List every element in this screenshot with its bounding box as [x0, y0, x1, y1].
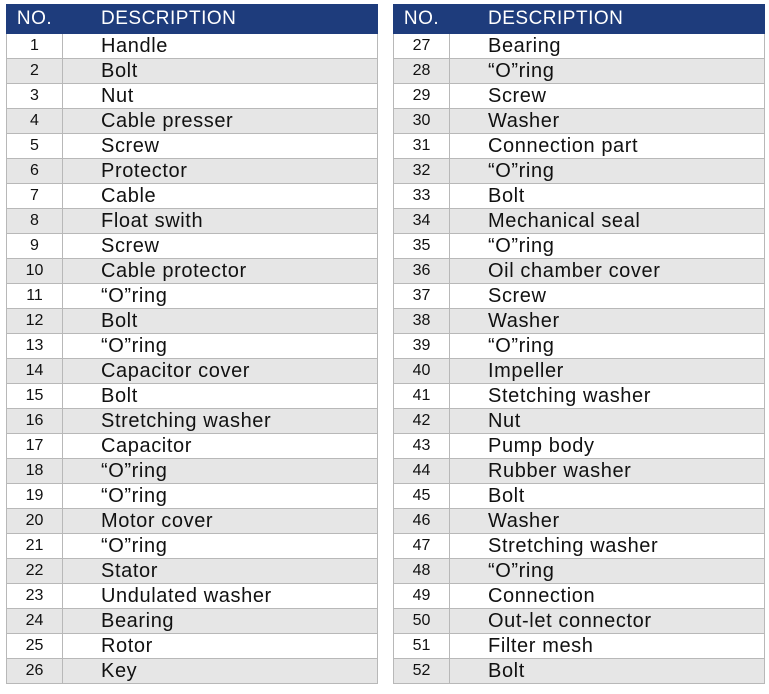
- part-number-cell: 21: [7, 534, 63, 559]
- table-row: [7, 309, 378, 334]
- part-description-cell: Key: [63, 659, 378, 684]
- part-description-cell: Washer: [450, 109, 765, 134]
- part-number-cell: 23: [7, 584, 63, 609]
- part-number-cell: 5: [7, 134, 63, 159]
- table-row: [7, 359, 378, 384]
- part-description-cell: “O”ring: [450, 234, 765, 259]
- part-description-cell: Bolt: [450, 484, 765, 509]
- table-row: [7, 334, 378, 359]
- table-row: [7, 534, 378, 559]
- table-row: [7, 259, 378, 284]
- part-number-cell: 29: [394, 84, 450, 109]
- no-column-header: NO.: [7, 5, 63, 34]
- description-column-header: DESCRIPTION: [450, 5, 765, 34]
- part-number-cell: 8: [7, 209, 63, 234]
- part-description-cell: “O”ring: [450, 159, 765, 184]
- table-row: [394, 184, 765, 209]
- part-description-cell: Washer: [450, 309, 765, 334]
- part-number-cell: 19: [7, 484, 63, 509]
- table-row: [7, 34, 378, 59]
- table-row: [394, 559, 765, 584]
- part-description-cell: Bolt: [63, 59, 378, 84]
- table-row: [7, 184, 378, 209]
- table-row: [394, 384, 765, 409]
- part-number-cell: 3: [7, 84, 63, 109]
- table-row: [394, 334, 765, 359]
- part-number-cell: 48: [394, 559, 450, 584]
- table-row: [7, 284, 378, 309]
- part-number-cell: 10: [7, 259, 63, 284]
- table-row: [394, 459, 765, 484]
- table-row: [394, 309, 765, 334]
- table-row: [7, 459, 378, 484]
- part-number-cell: 45: [394, 484, 450, 509]
- table-row: [394, 484, 765, 509]
- no-column-header: NO.: [394, 5, 450, 34]
- part-description-cell: Bolt: [63, 309, 378, 334]
- part-number-cell: 6: [7, 159, 63, 184]
- part-number-cell: 34: [394, 209, 450, 234]
- part-description-cell: Bolt: [63, 384, 378, 409]
- part-description-cell: Undulated washer: [63, 584, 378, 609]
- part-number-cell: 14: [7, 359, 63, 384]
- part-description-cell: “O”ring: [63, 534, 378, 559]
- table-row: [394, 234, 765, 259]
- table-row: [7, 509, 378, 534]
- part-number-cell: 25: [7, 634, 63, 659]
- part-description-cell: Bolt: [450, 184, 765, 209]
- part-number-cell: 38: [394, 309, 450, 334]
- table-row: [7, 584, 378, 609]
- part-description-cell: “O”ring: [450, 59, 765, 84]
- table-row: [7, 209, 378, 234]
- part-number-cell: 16: [7, 409, 63, 434]
- table-row: [7, 84, 378, 109]
- part-description-cell: “O”ring: [63, 334, 378, 359]
- table-row: [394, 584, 765, 609]
- part-number-cell: 37: [394, 284, 450, 309]
- part-number-cell: 43: [394, 434, 450, 459]
- table-row: [7, 434, 378, 459]
- table-row: [394, 434, 765, 459]
- table-row: [394, 259, 765, 284]
- table-header-row: [7, 5, 378, 34]
- table-row: [394, 134, 765, 159]
- part-number-cell: 1: [7, 34, 63, 59]
- part-number-cell: 44: [394, 459, 450, 484]
- part-number-cell: 24: [7, 609, 63, 634]
- part-number-cell: 26: [7, 659, 63, 684]
- part-description-cell: Handle: [63, 34, 378, 59]
- part-description-cell: Capacitor: [63, 434, 378, 459]
- part-number-cell: 50: [394, 609, 450, 634]
- table-row: [7, 559, 378, 584]
- table-row: [394, 409, 765, 434]
- part-description-cell: “O”ring: [63, 459, 378, 484]
- part-number-cell: 31: [394, 134, 450, 159]
- part-description-cell: Cable: [63, 184, 378, 209]
- table-row: [394, 284, 765, 309]
- part-description-cell: “O”ring: [450, 334, 765, 359]
- parts-table-left: [6, 4, 378, 684]
- part-description-cell: Mechanical seal: [450, 209, 765, 234]
- table-row: [7, 234, 378, 259]
- table-row: [7, 384, 378, 409]
- part-number-cell: 4: [7, 109, 63, 134]
- table-row: [394, 359, 765, 384]
- table-row: [394, 609, 765, 634]
- part-description-cell: Stretching washer: [450, 534, 765, 559]
- part-description-cell: Stretching washer: [63, 409, 378, 434]
- part-description-cell: Stetching washer: [450, 384, 765, 409]
- table-header-row: [394, 5, 765, 34]
- part-description-cell: Screw: [450, 284, 765, 309]
- part-number-cell: 11: [7, 284, 63, 309]
- part-description-cell: Rubber washer: [450, 459, 765, 484]
- part-description-cell: Filter mesh: [450, 634, 765, 659]
- part-number-cell: 22: [7, 559, 63, 584]
- table-row: [394, 634, 765, 659]
- table-row: [394, 59, 765, 84]
- part-description-cell: Protector: [63, 159, 378, 184]
- part-description-cell: Out-let connector: [450, 609, 765, 634]
- part-number-cell: 51: [394, 634, 450, 659]
- part-number-cell: 42: [394, 409, 450, 434]
- part-number-cell: 12: [7, 309, 63, 334]
- part-number-cell: 18: [7, 459, 63, 484]
- description-column-header: DESCRIPTION: [63, 5, 378, 34]
- part-description-cell: Cable protector: [63, 259, 378, 284]
- part-number-cell: 36: [394, 259, 450, 284]
- part-number-cell: 46: [394, 509, 450, 534]
- part-description-cell: Capacitor cover: [63, 359, 378, 384]
- table-row: [394, 509, 765, 534]
- part-number-cell: 52: [394, 659, 450, 684]
- part-description-cell: Connection: [450, 584, 765, 609]
- table-row: [394, 159, 765, 184]
- part-description-cell: Stator: [63, 559, 378, 584]
- part-number-cell: 7: [7, 184, 63, 209]
- part-description-cell: Cable presser: [63, 109, 378, 134]
- part-description-cell: Washer: [450, 509, 765, 534]
- table-row: [394, 659, 765, 684]
- table-row: [7, 159, 378, 184]
- part-number-cell: 39: [394, 334, 450, 359]
- part-number-cell: 47: [394, 534, 450, 559]
- part-description-cell: Impeller: [450, 359, 765, 384]
- part-description-cell: Screw: [63, 234, 378, 259]
- table-row: [7, 609, 378, 634]
- parts-table-right: [393, 4, 765, 684]
- part-description-cell: Oil chamber cover: [450, 259, 765, 284]
- table-row: [7, 59, 378, 84]
- part-description-cell: Nut: [450, 409, 765, 434]
- part-number-cell: 40: [394, 359, 450, 384]
- table-row: [7, 659, 378, 684]
- part-number-cell: 20: [7, 509, 63, 534]
- table-row: [7, 109, 378, 134]
- part-description-cell: “O”ring: [63, 284, 378, 309]
- part-number-cell: 2: [7, 59, 63, 84]
- part-number-cell: 15: [7, 384, 63, 409]
- part-description-cell: Motor cover: [63, 509, 378, 534]
- part-description-cell: Screw: [63, 134, 378, 159]
- part-description-cell: Bearing: [63, 609, 378, 634]
- table-row: [394, 534, 765, 559]
- part-description-cell: Screw: [450, 84, 765, 109]
- table-row: [7, 409, 378, 434]
- table-row: [394, 109, 765, 134]
- table-row: [7, 134, 378, 159]
- part-number-cell: 17: [7, 434, 63, 459]
- part-description-cell: Connection part: [450, 134, 765, 159]
- part-number-cell: 49: [394, 584, 450, 609]
- part-description-cell: Bolt: [450, 659, 765, 684]
- part-number-cell: 30: [394, 109, 450, 134]
- part-description-cell: “O”ring: [450, 559, 765, 584]
- part-number-cell: 28: [394, 59, 450, 84]
- table-row: [394, 209, 765, 234]
- part-number-cell: 9: [7, 234, 63, 259]
- part-description-cell: Rotor: [63, 634, 378, 659]
- table-row: [7, 634, 378, 659]
- part-description-cell: Float swith: [63, 209, 378, 234]
- table-row: [394, 84, 765, 109]
- part-number-cell: 13: [7, 334, 63, 359]
- table-row: [394, 34, 765, 59]
- part-number-cell: 32: [394, 159, 450, 184]
- part-number-cell: 35: [394, 234, 450, 259]
- part-description-cell: “O”ring: [63, 484, 378, 509]
- part-number-cell: 33: [394, 184, 450, 209]
- part-description-cell: Nut: [63, 84, 378, 109]
- part-description-cell: Pump body: [450, 434, 765, 459]
- part-number-cell: 41: [394, 384, 450, 409]
- part-description-cell: Bearing: [450, 34, 765, 59]
- part-number-cell: 27: [394, 34, 450, 59]
- table-row: [7, 484, 378, 509]
